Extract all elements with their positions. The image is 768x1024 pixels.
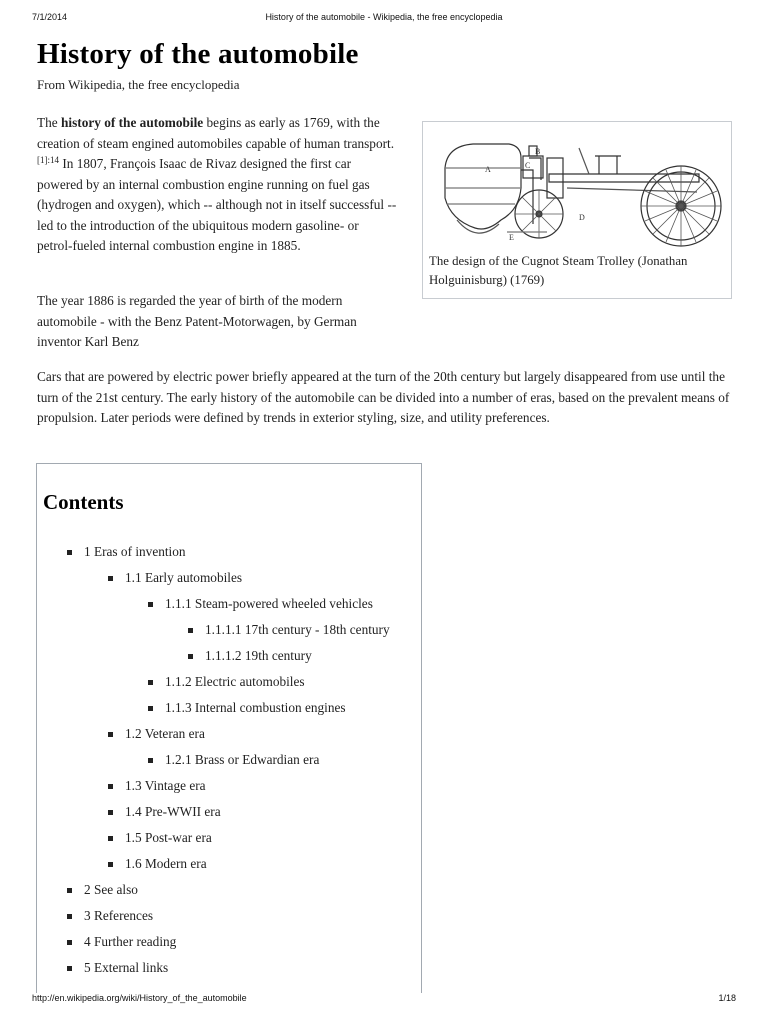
bullet-icon (108, 862, 113, 867)
diagram-label-d: D (579, 213, 585, 222)
diagram-label-e: E (509, 233, 514, 242)
toc-item[interactable] (125, 778, 206, 794)
toc-item-label[interactable]: 1.1.2 Electric automobiles (165, 674, 305, 689)
toc-item-label[interactable]: 4 Further reading (84, 934, 177, 949)
bullet-icon (108, 784, 113, 789)
toc-title: Contents (43, 490, 124, 514)
bullet-icon (148, 680, 153, 685)
page-subtitle: From Wikipedia, the free encyclopedia (37, 77, 240, 92)
intro-paragraph (37, 113, 397, 257)
toc-item[interactable] (84, 882, 138, 898)
toc-item-label[interactable]: 1.6 Modern era (125, 856, 207, 871)
diagram-label-a: A (485, 165, 491, 174)
para-text-continued: In 1807, François Isaac de Rivaz designed the first car powered by an internal combustion engine running on fuel gas (hydrogen and oxygen), which -- although not in itself successful -- led to the introduction of the ubiquitous modern gasoline- or petrol-fueled internal combustion engine in 1885. (37, 156, 397, 253)
bullet-icon (188, 654, 193, 659)
bullet-icon (67, 550, 72, 555)
bullet-icon (67, 888, 72, 893)
toc-item[interactable] (165, 596, 373, 612)
reference-link[interactable]: [1]:14 (37, 155, 59, 165)
bullet-icon (148, 758, 153, 763)
toc-item[interactable] (125, 804, 221, 820)
para-text: begins as early as 1769, with the creation of steam engined automobiles capable of human transport. (37, 115, 395, 151)
toc-item-label[interactable]: 1.2 Veteran era (125, 726, 205, 741)
toc-item[interactable] (205, 622, 390, 638)
toc-item-label[interactable]: 1.1.1.2 19th century (205, 648, 312, 663)
print-date: 7/1/2014 (32, 12, 68, 22)
diagram-label-b: B (535, 147, 541, 156)
cugnot-steam-trolley-drawing[interactable] (429, 128, 727, 250)
toc-item[interactable] (125, 726, 205, 742)
para-lead: The (37, 115, 61, 130)
toc-item-label[interactable]: 1.4 Pre-WWII era (125, 804, 221, 819)
toc-item-label[interactable]: 1.1.3 Internal combustion engines (165, 700, 346, 715)
print-footer (0, 993, 768, 1007)
toc-item[interactable] (165, 700, 346, 716)
toc-item[interactable] (84, 908, 153, 924)
bold-term: history of the automobile (61, 115, 204, 130)
toc-item-label[interactable]: 3 References (84, 908, 154, 923)
print-page-number: 1/18 (718, 993, 736, 1003)
print-header (0, 12, 768, 26)
bullet-icon (108, 836, 113, 841)
toc-item[interactable] (125, 570, 242, 586)
toc-item-label[interactable]: 1 Eras of invention (84, 544, 186, 559)
toc-item[interactable] (125, 856, 207, 872)
toc-item-label[interactable]: 5 External links (84, 960, 169, 975)
toc-item-label[interactable]: 1.1.1 Steam-powered wheeled vehicles (165, 596, 373, 611)
toc-item-label[interactable]: 1.1.1.1 17th century - 18th century (205, 622, 390, 637)
toc-item[interactable] (165, 752, 319, 768)
toc-item-label[interactable]: 1.1 Early automobiles (125, 570, 243, 585)
print-url: http://en.wikipedia.org/wiki/History_of_the_automobile (32, 993, 247, 1003)
toc-item[interactable] (205, 648, 312, 664)
image-caption: The design of the Cugnot Steam Trolley (Jonathan Holguinisburg) (1769) (429, 254, 688, 287)
print-page-title: History of the automobile - Wikipedia, the free encyclopedia (265, 12, 503, 22)
toc-item[interactable] (165, 674, 305, 690)
toc-item-label[interactable]: 1.3 Vintage era (125, 778, 206, 793)
electric-paragraph: Cars that are powered by electric power briefly appeared at the turn of the 20th century but largely disappeared from use until the turn of the 21st century. The early history of the automobile can be divided into a number of eras, based on the prevalent means of propulsion. Later periods were defined by trends in exterior styling, size, and utility preferences. (37, 369, 730, 425)
diagram-label-c: C (525, 161, 531, 170)
bullet-icon (108, 732, 113, 737)
bullet-icon (148, 602, 153, 607)
toc-item-label[interactable]: 1.2.1 Brass or Edwardian era (165, 752, 320, 767)
benz-paragraph: The year 1886 is regarded the year of birth of the modern automobile - with the Benz Patent-Motorwagen, by German inventor Karl Benz (37, 293, 357, 349)
cugnot-image-box (422, 121, 732, 299)
bullet-icon (67, 966, 72, 971)
toc-item[interactable] (125, 830, 212, 846)
bullet-icon (108, 576, 113, 581)
page-title: History of the automobile (37, 38, 359, 70)
bullet-icon (148, 706, 153, 711)
bullet-icon (108, 810, 113, 815)
bullet-icon (67, 940, 72, 945)
toc-item[interactable] (84, 960, 168, 976)
toc-item-label[interactable]: 2 See also (84, 882, 138, 897)
bullet-icon (67, 914, 72, 919)
bullet-icon (188, 628, 193, 633)
table-of-contents (36, 463, 422, 993)
toc-item[interactable] (84, 544, 186, 560)
toc-item-label[interactable]: 1.5 Post-war era (125, 830, 212, 845)
toc-item[interactable] (84, 934, 176, 950)
